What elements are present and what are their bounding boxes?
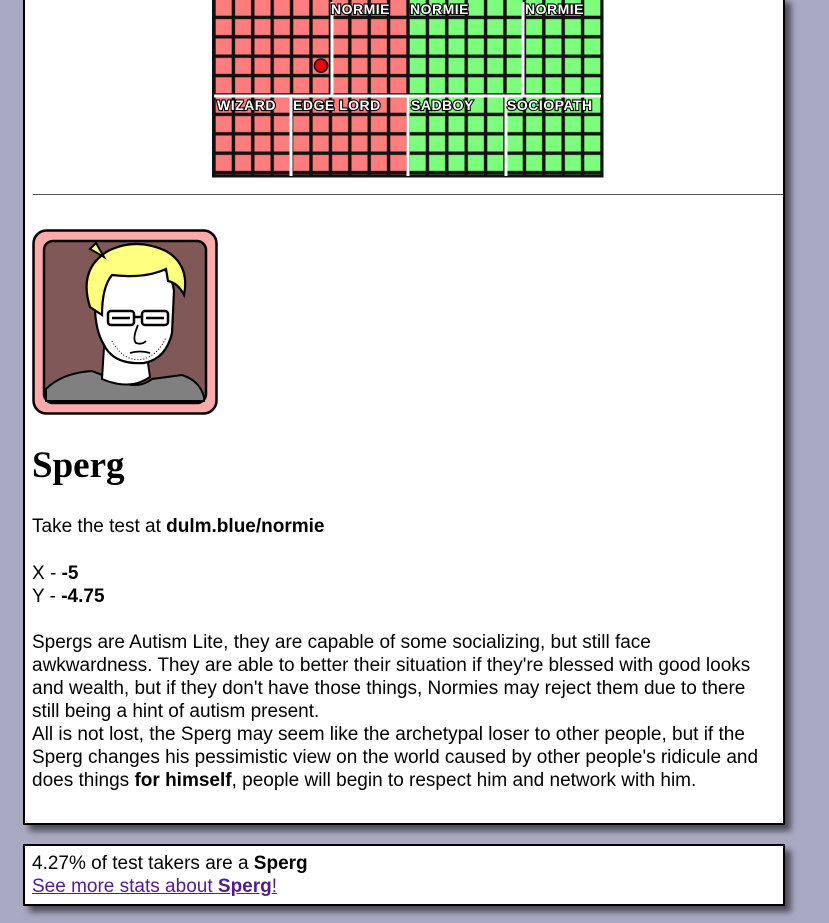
description-emphasis: for himself [134, 770, 232, 791]
see-more-stats-link[interactable] [32, 876, 277, 897]
stats-percent-line [32, 852, 776, 875]
result-description [32, 631, 772, 792]
result-title: Sperg [32, 445, 125, 486]
result-avatar [32, 229, 218, 415]
description-paragraph-2-end: , people will begin to respect him and network with him. [231, 770, 697, 791]
take-test-prefix: Take the test at [32, 516, 167, 537]
label-normie-3: NORMIE [525, 1, 584, 17]
x-value: -5 [61, 563, 79, 584]
y-label: Y - [32, 586, 62, 607]
position-marker [315, 59, 328, 72]
coordinates [32, 562, 772, 608]
description-paragraph-2-start: All is not lost, the Sperg may seem like the archetypal loser to other people, but if the Sperg changes his pessimistic view on the world caused by other people's ridicule and does things [32, 724, 759, 791]
take-test-line [32, 515, 772, 538]
label-edgelord: EDGE LORD [293, 97, 381, 113]
description-paragraph-1: Spergs are Autism Lite, they are capable of some socializing, but still face awkwardness. They are able to better their situation if they're blessed with good looks and wealth, but if they don't have those things, Normies may reject them due to there still being a hint of autism present. [32, 632, 751, 722]
test-url: dulm.blue/normie [166, 516, 325, 537]
stats-link-suffix: ! [271, 876, 278, 897]
alignment-chart [212, 0, 604, 178]
stats-panel [23, 844, 785, 906]
result-panel [23, 0, 785, 825]
x-label: X - [32, 563, 62, 584]
stats-link-type: Sperg [217, 876, 272, 897]
y-value: -4.75 [61, 586, 105, 607]
label-normie-1: NORMIE [331, 1, 390, 17]
label-wizard: WIZARD [217, 97, 276, 113]
divider [33, 194, 783, 195]
stats-type: Sperg [253, 853, 308, 874]
stats-link-prefix: See more stats about [32, 876, 218, 897]
stats-percent-text: 4.27% of test takers are a [32, 853, 254, 874]
label-sociopath: SOCIOPATH [507, 97, 593, 113]
label-normie-2: NORMIE [410, 1, 469, 17]
label-sadboy: SADBOY [411, 97, 474, 113]
